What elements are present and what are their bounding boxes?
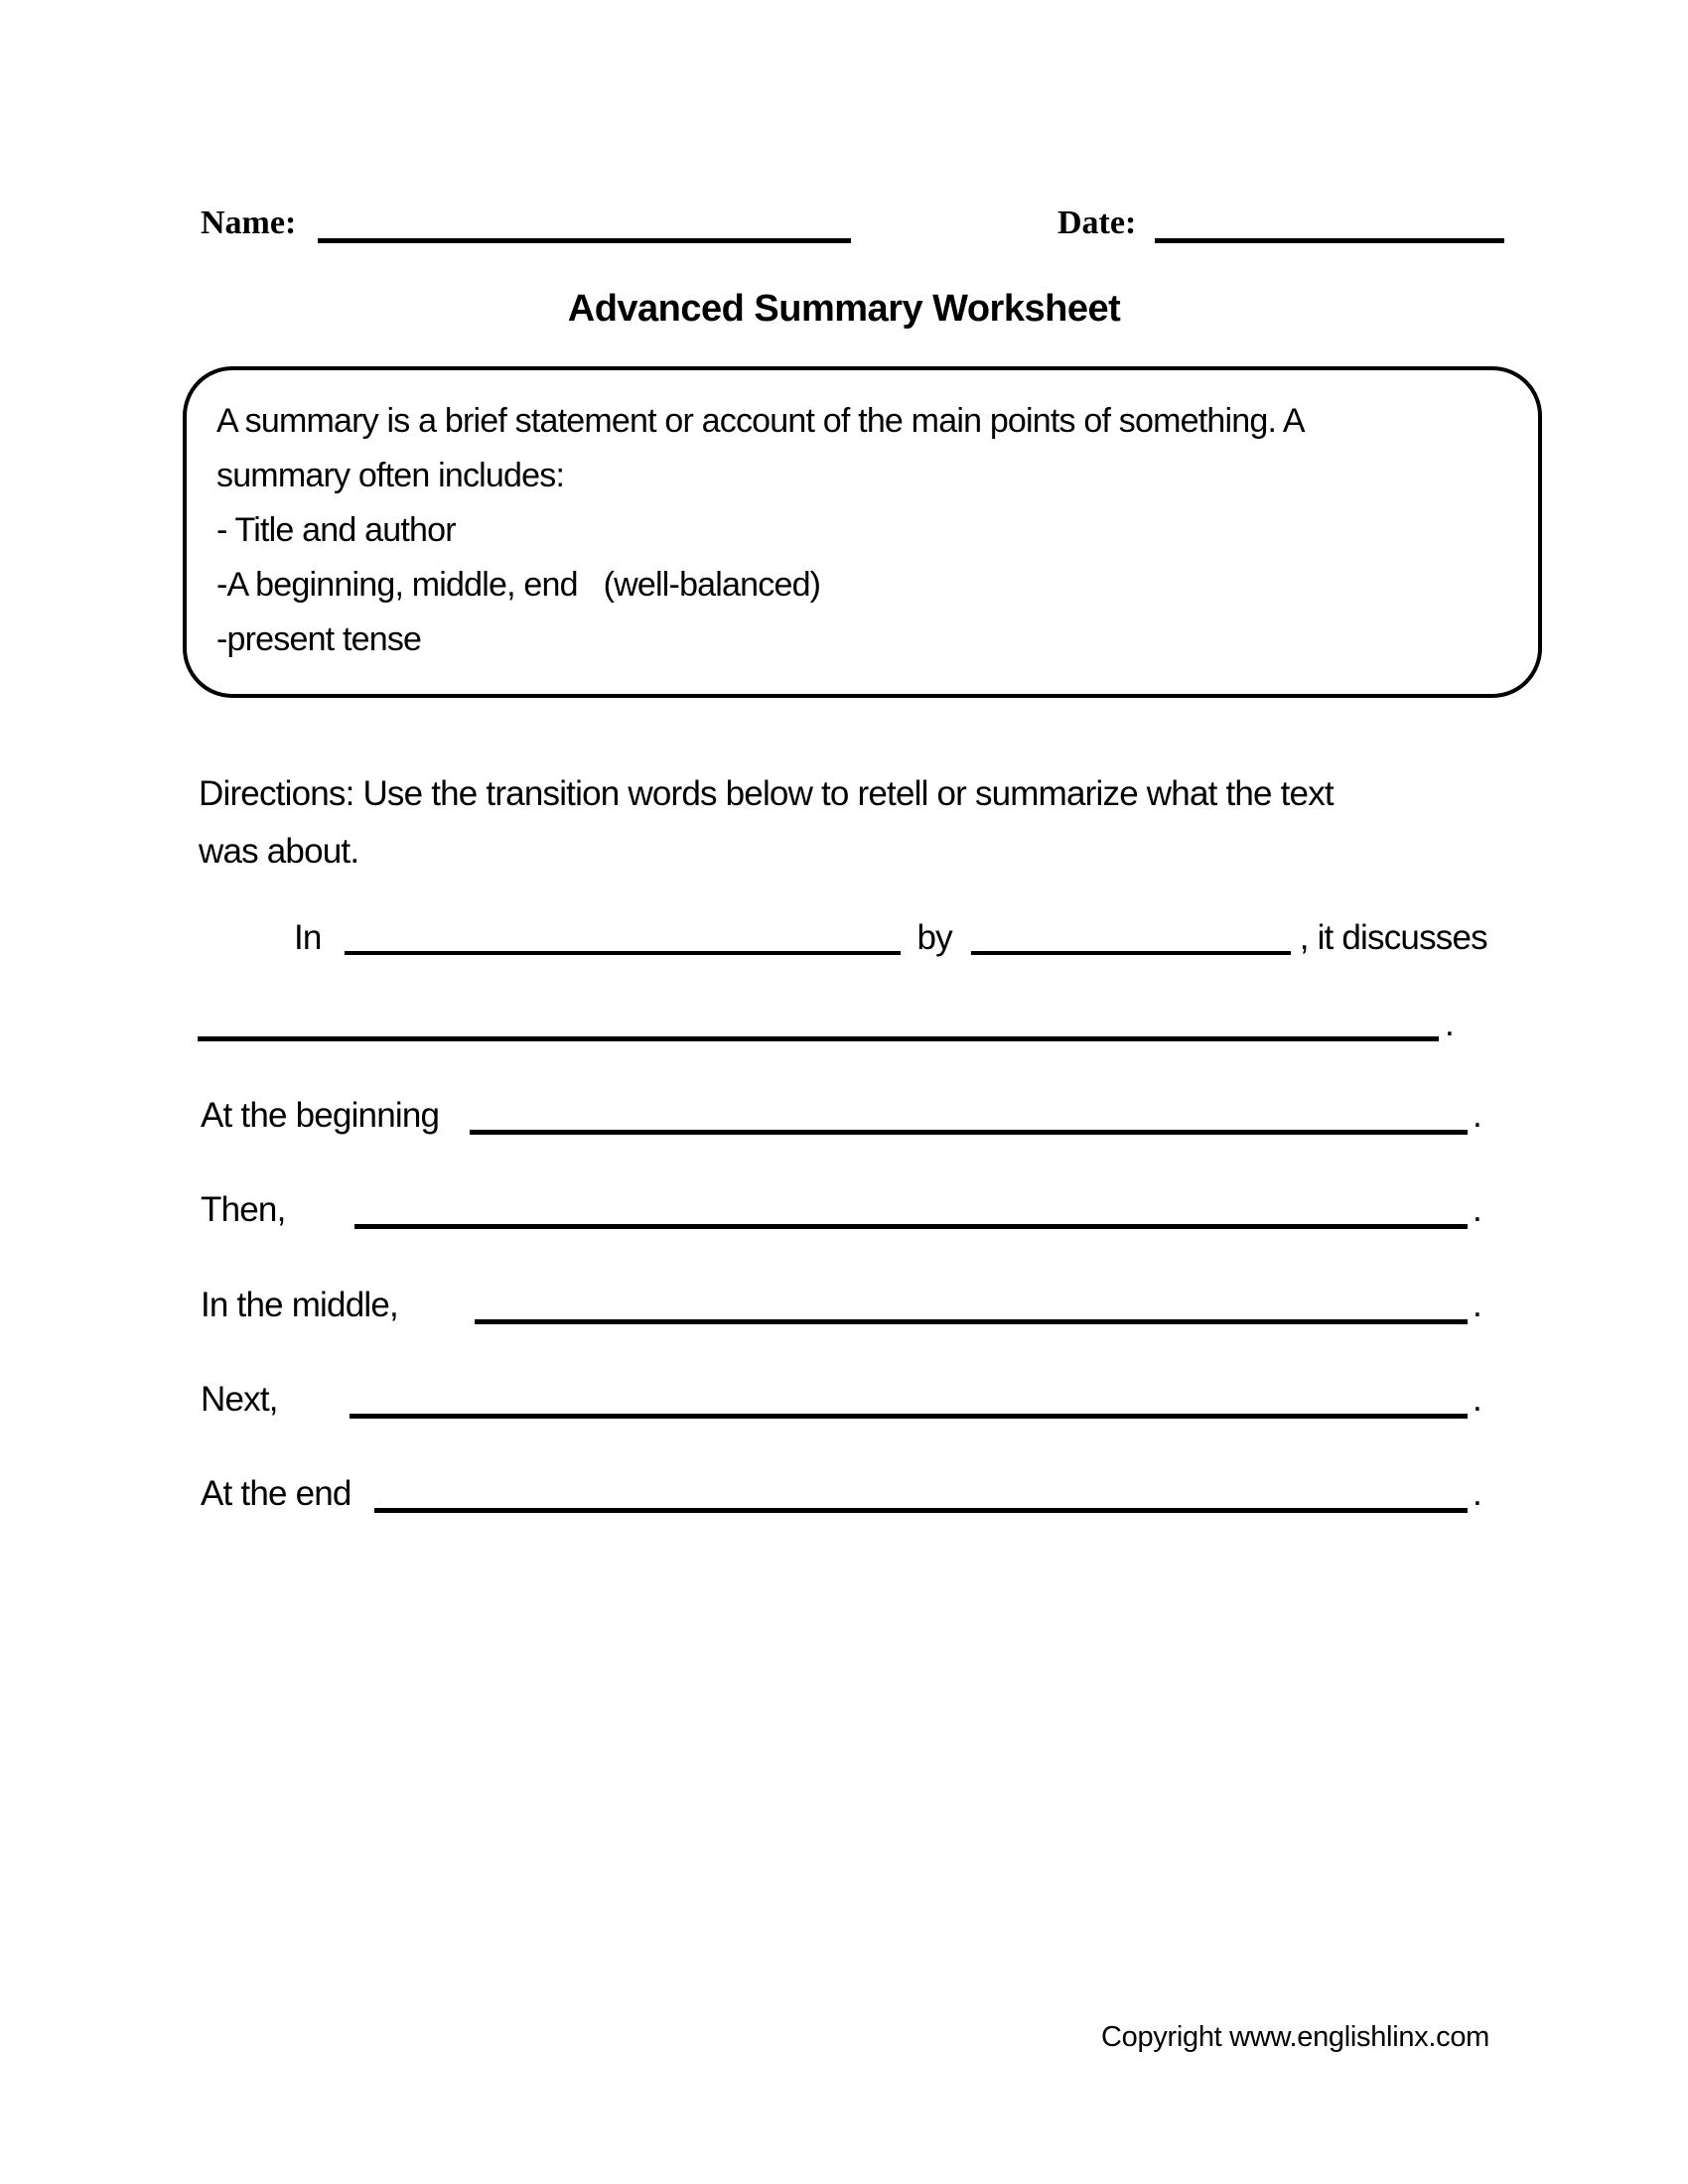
answer-blank-line — [350, 1414, 1468, 1419]
summary-box-line: - Title and author — [216, 511, 456, 549]
answer-blank-line — [354, 1224, 1468, 1229]
row-period: . — [1473, 1380, 1481, 1419]
answer-blank-line — [475, 1319, 1468, 1324]
worksheet-title: Advanced Summary Worksheet — [567, 288, 1121, 330]
by-label: by — [916, 918, 952, 957]
directions-line-1: Directions: Use the transition words below to retell or summarize what the text — [199, 774, 1334, 813]
row-period: . — [1473, 1474, 1481, 1513]
summary-box-line: summary often includes: — [216, 457, 565, 494]
in-label: In — [294, 918, 322, 957]
title-blank-line — [345, 951, 901, 955]
summary-box-line: -present tense — [216, 620, 422, 658]
date-blank-line — [1155, 238, 1504, 243]
name-blank-line — [318, 238, 851, 243]
continuation-blank-line — [198, 1036, 1439, 1041]
row-period: . — [1473, 1096, 1481, 1135]
copyright-text: Copyright www.englishlinx.com — [1101, 2021, 1490, 2053]
name-label: Name: — [201, 205, 297, 241]
answer-blank-line — [374, 1508, 1468, 1513]
summary-definition-box — [183, 366, 1542, 698]
transition-label: Then, — [201, 1190, 286, 1229]
summary-box-line: A summary is a brief statement or account of the main points of something. A — [216, 402, 1305, 440]
transition-label: In the middle, — [201, 1286, 398, 1324]
transition-label: Next, — [201, 1380, 278, 1419]
transition-label: At the end — [201, 1474, 352, 1513]
sentence-starter-row — [294, 918, 1487, 958]
directions-line-2: was about. — [199, 832, 359, 871]
answer-blank-line — [470, 1130, 1468, 1135]
author-blank-line — [971, 951, 1291, 955]
row-period: . — [1473, 1286, 1481, 1324]
continuation-period: . — [1445, 1005, 1454, 1043]
it-discusses-label: , it discusses — [1299, 918, 1487, 957]
row-period: . — [1473, 1190, 1481, 1229]
date-label: Date: — [1057, 205, 1137, 241]
summary-box-line: -A beginning, middle, end (well-balanced) — [216, 566, 821, 604]
transition-label: At the beginning — [201, 1096, 440, 1135]
